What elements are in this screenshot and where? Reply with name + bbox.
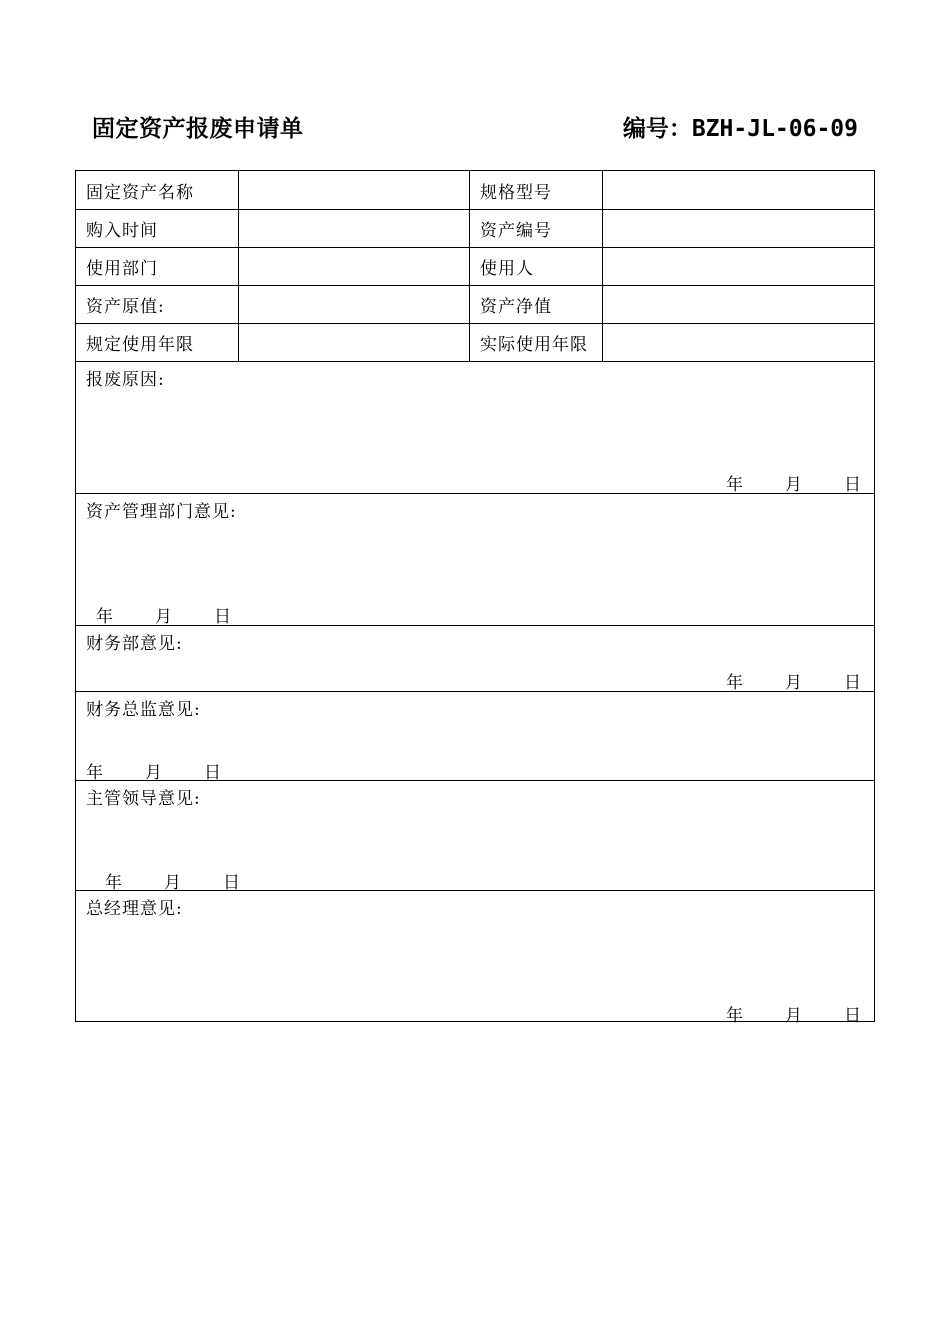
field-net-value[interactable] <box>603 286 874 323</box>
date-year: 年 <box>96 607 113 627</box>
label-user: 使用人 <box>470 248 603 285</box>
form-header <box>92 110 858 140</box>
label-net-value: 资产净值 <box>470 286 603 323</box>
label-supervisor-opinion: 主管领导意见: <box>86 789 201 809</box>
date-day: 日 <box>214 607 231 627</box>
date-year: 年 <box>726 1006 743 1026</box>
date-month: 月 <box>155 607 172 627</box>
label-purchase-time: 购入时间 <box>76 210 239 247</box>
date-finance-dept <box>726 668 861 693</box>
label-asset-number: 资产编号 <box>470 210 603 247</box>
row-value <box>76 286 874 324</box>
field-actual-life[interactable] <box>603 324 874 361</box>
date-day: 日 <box>844 1006 861 1026</box>
field-asset-name[interactable] <box>239 171 470 209</box>
section-supervisor-opinion[interactable] <box>76 781 874 891</box>
section-finance-dept-opinion[interactable] <box>76 626 874 692</box>
date-year: 年 <box>105 873 122 893</box>
date-supervisor <box>105 868 240 893</box>
date-cfo <box>86 758 221 783</box>
scrap-application-form <box>75 170 875 1026</box>
date-year: 年 <box>86 763 103 783</box>
form-title: 固定资产报废申请单 <box>92 116 304 142</box>
date-month: 月 <box>785 673 802 693</box>
document-number-value: BZH-JL-06-09 <box>691 116 858 142</box>
date-asset-mgmt <box>96 602 231 627</box>
label-actual-life: 实际使用年限 <box>470 324 603 361</box>
section-asset-mgmt-opinion[interactable] <box>76 494 874 626</box>
date-year: 年 <box>726 475 743 495</box>
label-department: 使用部门 <box>76 248 239 285</box>
date-day: 日 <box>844 475 861 495</box>
date-month: 月 <box>785 475 802 495</box>
field-department[interactable] <box>239 248 470 285</box>
field-original-value[interactable] <box>239 286 470 323</box>
row-asset-name <box>76 171 874 210</box>
label-spec-model: 规格型号 <box>470 171 603 209</box>
date-day: 日 <box>204 763 221 783</box>
document-number-label: 编号： <box>622 116 692 142</box>
label-finance-dept-opinion: 财务部意见: <box>86 634 183 654</box>
section-reason[interactable] <box>76 362 874 494</box>
field-spec-model[interactable] <box>603 171 874 209</box>
field-asset-number[interactable] <box>603 210 874 247</box>
section-gm-opinion[interactable] <box>76 891 874 1026</box>
row-service-life <box>76 324 874 362</box>
date-reason <box>726 470 861 495</box>
label-cfo-opinion: 财务总监意见: <box>86 700 201 720</box>
section-cfo-opinion[interactable] <box>76 692 874 781</box>
label-gm-opinion: 总经理意见: <box>86 899 183 919</box>
date-month: 月 <box>164 873 181 893</box>
date-day: 日 <box>223 873 240 893</box>
label-prescribed-life: 规定使用年限 <box>76 324 239 361</box>
date-year: 年 <box>726 673 743 693</box>
document-number <box>623 110 858 143</box>
date-day: 日 <box>844 673 861 693</box>
field-user[interactable] <box>603 248 874 285</box>
label-asset-mgmt-opinion: 资产管理部门意见: <box>86 502 237 522</box>
date-month: 月 <box>785 1006 802 1026</box>
label-original-value: 资产原值: <box>76 286 239 323</box>
field-prescribed-life[interactable] <box>239 324 470 361</box>
date-month: 月 <box>145 763 162 783</box>
row-department <box>76 248 874 286</box>
field-purchase-time[interactable] <box>239 210 470 247</box>
date-gm <box>726 1001 861 1026</box>
label-asset-name: 固定资产名称 <box>76 171 239 209</box>
row-purchase-time <box>76 210 874 248</box>
label-reason: 报废原因: <box>86 370 165 390</box>
